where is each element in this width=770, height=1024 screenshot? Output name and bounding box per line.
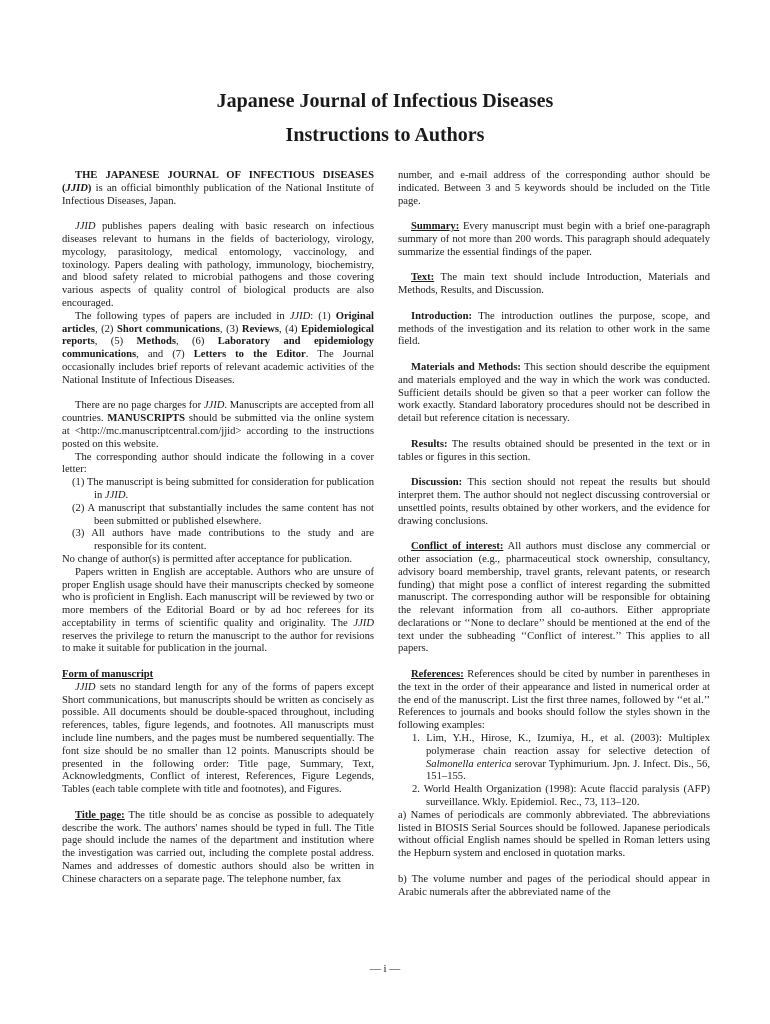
species-name: Salmonella enterica — [426, 758, 512, 770]
results-paragraph — [398, 439, 710, 465]
discussion-paragraph — [398, 477, 710, 528]
jjid-abbr: JJID — [203, 400, 225, 412]
text-run: . The Journal occasionally includes brief reports of relevant academic activities of the National Institute of Infectious Diseases. — [62, 349, 374, 386]
text-run: The following types of papers are included in — [75, 310, 290, 322]
text-run: , (3) — [219, 323, 242, 335]
text-run: , (6) — [175, 336, 218, 348]
conflict-of-interest-paragraph — [398, 541, 710, 656]
journal-name-bold: THE JAPANESE JOURNAL OF INFECTIOUS DISEASES ( — [62, 170, 374, 194]
summary-heading: Summary: — [411, 221, 460, 233]
form-paragraph — [62, 682, 374, 797]
references-paragraph — [398, 669, 710, 733]
text-run: All authors must disclose any commercial or other association (e.g., pharmaceutical stock ownership, consultancy, advisory board membership, travel grants, relevant patents, or research funding) that might pose a conflict of interest regarding the submitted manuscript. The corresponding author will be responsible for obtaining the relevant information from all co-authors. Either appropriate declarations or ‘‘None to declare’’ should be mentioned at the end of the text under the subheading ‘‘Conflict of interest.’’ This applies to all papers. — [398, 541, 710, 655]
jjid-abbr: JJID — [104, 489, 126, 501]
summary-paragraph — [398, 221, 710, 259]
introduction-paragraph — [398, 311, 710, 349]
list-item — [62, 477, 374, 503]
cover-letter-paragraph: The corresponding author should indicate the following in a cover letter: — [62, 451, 374, 476]
text-run: : (1) — [310, 310, 336, 322]
text-run: , and (7) — [136, 349, 194, 361]
materials-methods-heading: Materials and Methods: — [411, 361, 521, 373]
text-run: . — [125, 489, 129, 501]
text-run: , (2) — [94, 323, 117, 335]
materials-methods-paragraph — [398, 362, 710, 426]
type-epidemiological-reports: Epidemiological reports — [62, 323, 374, 348]
title-page-heading: Title page: — [75, 809, 125, 821]
text-run: serovar Typhimurium. Jpn. J. Infect. Dis., 56, 151–155. — [426, 758, 710, 783]
text-run: sets no standard length for any of the forms of papers except Short communications, but manuscripts should be written as concisely as possible. All documents should be double-spaced throughout, including references, tables, figure legends, and footnotes. All manuscripts must include line numbers, and the pages must be numbered sequentially. The font size should be no smaller than 12 points. Manuscripts should be presented in the following order: Title page, Summary, Text, Acknowledgments, Conflict of interest, References, Figure Legends, Tables (each table complete with title and footnotes), and Figures. — [62, 681, 374, 796]
text-run: should be submitted via the online system at <http://mc.manuscriptcentral.com/jjid> according to the instructions posted on this website. — [62, 413, 374, 450]
submission-paragraph — [62, 400, 374, 451]
jjid-abbr: JJID — [65, 182, 88, 194]
text-run: , (5) — [94, 336, 137, 348]
jjid-abbr: JJID — [353, 617, 374, 629]
text-run: (1) The manuscript is being submitted for consideration for publication in — [72, 477, 374, 501]
right-column — [398, 170, 710, 899]
title-page-continued: number, and e-mail address of the corresponding author should be indicated. Between 3 and 5 keywords should be included on the Title page. — [398, 170, 710, 207]
text-run: The title should be as concise as possible to adequately describe the work. The authors' names should be typed in full. The Title page should include the names of the department and institution where the investigation was carried out, including the complete postal address. Names and addresses of domestic authors should also be written in Chinese characters on a separate page. The telephone number, fax — [62, 809, 374, 885]
english-paragraph — [62, 567, 374, 657]
note-a: a) Names of periodicals are commonly abbreviated. The abbreviations listed in BIOSIS Serial Sources should be followed. Japanese periodicals without official English names should be spelled in Roman letters using the Hepburn system and enclosed in quotation marks. — [398, 809, 710, 860]
list-item: (2) A manuscript that substantially includes the same content has not been submitted or published elsewhere. — [72, 502, 374, 527]
list-item: (3) All authors have made contributions to the study and are responsible for its content. — [72, 528, 374, 553]
paper-types-paragraph — [62, 311, 374, 388]
reference-example: 2. World Health Organization (1998): Acute flaccid paralysis (AFP) surveillance. Wkly. Epidemiol. Rec., 73, 113–120. — [412, 784, 710, 809]
type-lab-epi-communications: Laboratory and epidemiology communications — [62, 336, 374, 361]
note-b: b) The volume number and pages of the periodical should appear in Arabic numerals after the abbreviated name of the — [398, 873, 710, 898]
page-number: — i — — [369, 963, 401, 975]
introduction-heading: Introduction: — [411, 310, 473, 322]
author-change-paragraph: No change of author(s) is permitted after acceptance for publication. — [62, 553, 353, 565]
paren-close: ) — [87, 182, 92, 194]
references-heading: References: — [411, 669, 464, 681]
text-run: The main text should include Introduction, Materials and Methods, Results, and Discussion. — [398, 272, 710, 297]
text-run: reserves the privilege to return the manuscript to the author for revisions to make it suitable for publication in the journal. — [62, 630, 374, 655]
type-short-communications: Short communications — [116, 323, 220, 335]
manuscripts-bold: MANUSCRIPTS — [107, 413, 186, 425]
text-run: . Manuscripts are accepted from all countries. — [62, 400, 374, 425]
jjid-abbr: JJID — [289, 310, 311, 322]
jjid-abbr: JJID — [75, 221, 96, 233]
type-reviews: Reviews — [241, 323, 279, 335]
text-run: The introduction outlines the purpose, scope, and methods of the investigation and its relation to other work in the same field. — [398, 310, 710, 348]
discussion-heading: Discussion: — [411, 477, 463, 489]
left-column — [62, 170, 374, 887]
type-original-articles: Original articles — [62, 310, 374, 335]
scope-paragraph — [62, 221, 374, 311]
text-paragraph — [398, 272, 710, 298]
text-run: The results obtained should be presented in the text or in tables or figures in this section. — [398, 438, 710, 463]
intro-text: is an official bimonthly publication of the National Institute of Infectious Diseases, Japan. — [62, 182, 374, 207]
form-heading — [62, 669, 374, 682]
results-heading: Results: — [411, 438, 448, 450]
text-run: 1. Lim, Y.H., Hirose, K., Izumiya, H., et al. (2003): Multiplex polymerase chain reaction assay for selective detection of — [412, 733, 710, 757]
text-run: This section should describe the equipment and materials employed and the way in which the work was conducted. Sufficient details should be given so that a peer worker can follow the work exactly. Standard laboratory procedures should not be described in detail but reference citation is necessary. — [398, 361, 710, 425]
type-methods: Methods — [136, 336, 176, 348]
text-run: Form of manuscript — [62, 669, 154, 681]
text-run: This section should not repeat the results but should interpret them. The author should not neglect discussing controversial or unsettled points, results obtained by other workers, and the evidence for drawing conclusions. — [398, 477, 710, 527]
jjid-abbr: JJID — [75, 681, 96, 693]
text-run: Every manuscript must begin with a brief one-paragraph summary of not more than 200 words. This paragraph should adequately summarize the essential findings of the paper. — [398, 221, 710, 258]
text-heading: Text: — [411, 272, 435, 284]
text-run: There are no page charges for — [75, 400, 204, 412]
type-letters: Letters to the Editor — [193, 349, 306, 361]
scope-text: publishes papers dealing with basic research on infectious diseases relevant to humans in the fields of bacteriology, virology, mycology, parasitology, medical entomology, vaccinology, and toxinology. Papers dealing with pathology, immunology, biochemistry, and blood safety related to microbial pathogens and those covering various aspects of quality control of biological products are also encouraged. — [62, 221, 374, 309]
text-run: References should be cited by number in parentheses in the text in the order of their appearance and listed in numerical order at the end of the manuscript. List the first three names, followed by ‘‘et al.’’ References to journals and books should follow the styles shown in the following examples: — [398, 669, 710, 732]
intro-paragraph — [62, 170, 374, 208]
document-title: Instructions to Authors — [285, 124, 485, 146]
reference-example — [398, 733, 710, 784]
text-run: , (4) — [279, 323, 301, 335]
title-page-paragraph — [62, 810, 374, 887]
conflict-of-interest-heading: Conflict of interest: — [411, 541, 504, 553]
text-run: Papers written in English are acceptable. Authors who are unsure of proper English usage should have their manuscripts checked by someone who is proficient in English. Each manuscript will be reviewed by two or more members of the Editorial Board or by ad hoc referees for its acceptability in terms of scientific quality and originality. The — [62, 566, 374, 629]
journal-title: Japanese Journal of Infectious Diseases — [216, 90, 554, 112]
